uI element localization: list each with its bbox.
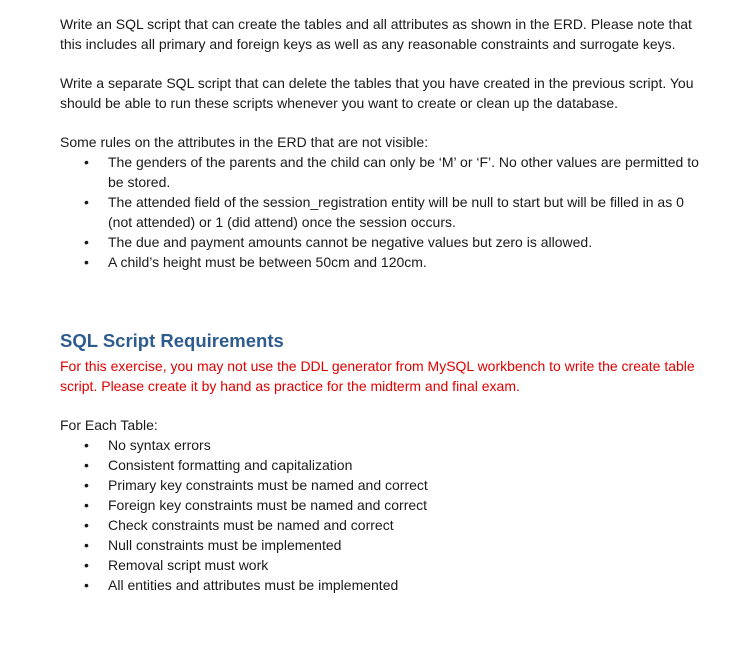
requirements-heading: SQL Script Requirements [60, 330, 284, 351]
document-page [60, 14, 700, 595]
requirement-text: Consistent formatting and capitalization [108, 457, 353, 473]
rules-list-item [60, 152, 700, 192]
create-script-paragraph: Write an SQL script that can create the tables and all attributes as shown in the ERD. Please note that this includes all primary and foreign keys as well as any reasonable constraints and surrogate keys. [60, 16, 692, 52]
bullet-icon: • [84, 497, 89, 513]
bullet-icon: • [84, 517, 89, 533]
requirements-list-item [60, 575, 700, 595]
requirements-list-item [60, 475, 700, 495]
requirements-list-item [60, 515, 700, 535]
bullet-icon: • [84, 557, 89, 573]
bullet-icon: • [84, 234, 89, 250]
bullet-icon: • [84, 537, 89, 553]
requirements-list [60, 435, 700, 595]
requirements-list-item [60, 455, 700, 475]
requirement-text: Null constraints must be implemented [108, 537, 342, 553]
section-spacer [60, 272, 700, 329]
rules-intro: Some rules on the attributes in the ERD that are not visible: [60, 134, 429, 150]
rule-text: A child’s height must be between 50cm and 120cm. [108, 254, 427, 270]
requirements-note-block [60, 356, 700, 396]
bullet-icon: • [84, 194, 89, 210]
requirement-text: Check constraints must be named and correct [108, 517, 394, 533]
requirements-list-item [60, 555, 700, 575]
requirements-note: For this exercise, you may not use the DDL generator from MySQL workbench to write the create table script. Please create it by hand as practice for the midterm and final exam. [60, 358, 695, 394]
bullet-icon: • [84, 477, 89, 493]
rules-list [60, 152, 700, 272]
rule-text: The due and payment amounts cannot be negative values but zero is allowed. [108, 234, 593, 250]
bullet-icon: • [84, 154, 89, 170]
bullet-icon: • [84, 437, 89, 453]
rules-list-item [60, 252, 700, 272]
requirement-text: Foreign key constraints must be named and correct [108, 497, 428, 513]
requirements-list-item [60, 495, 700, 515]
rules-list-item [60, 232, 700, 252]
requirement-text: All entities and attributes must be implemented [108, 577, 399, 593]
rules-list-item [60, 192, 700, 232]
requirement-text: Removal script must work [108, 557, 269, 573]
requirements-list-item [60, 435, 700, 455]
rules-section [60, 132, 700, 272]
requirements-list-item [60, 535, 700, 555]
requirement-text: Primary key constraints must be named and correct [108, 477, 428, 493]
rule-text: The genders of the parents and the child can only be ‘M’ or ‘F’. No other values are permitted to be stored. [108, 154, 699, 190]
rule-text: The attended field of the session_registration entity will be null to start but will be filled in as 0 (not attended) or 1 (did attend) once the session occurs. [108, 194, 684, 230]
requirement-text: No syntax errors [108, 437, 211, 453]
requirements-intro: For Each Table: [60, 417, 158, 433]
bullet-icon: • [84, 457, 89, 473]
bullet-icon: • [84, 254, 89, 270]
bullet-icon: • [84, 577, 89, 593]
delete-script-paragraph: Write a separate SQL script that can delete the tables that you have created in the previous script. You should be able to run these scripts whenever you want to create or clean up the database. [60, 75, 694, 111]
